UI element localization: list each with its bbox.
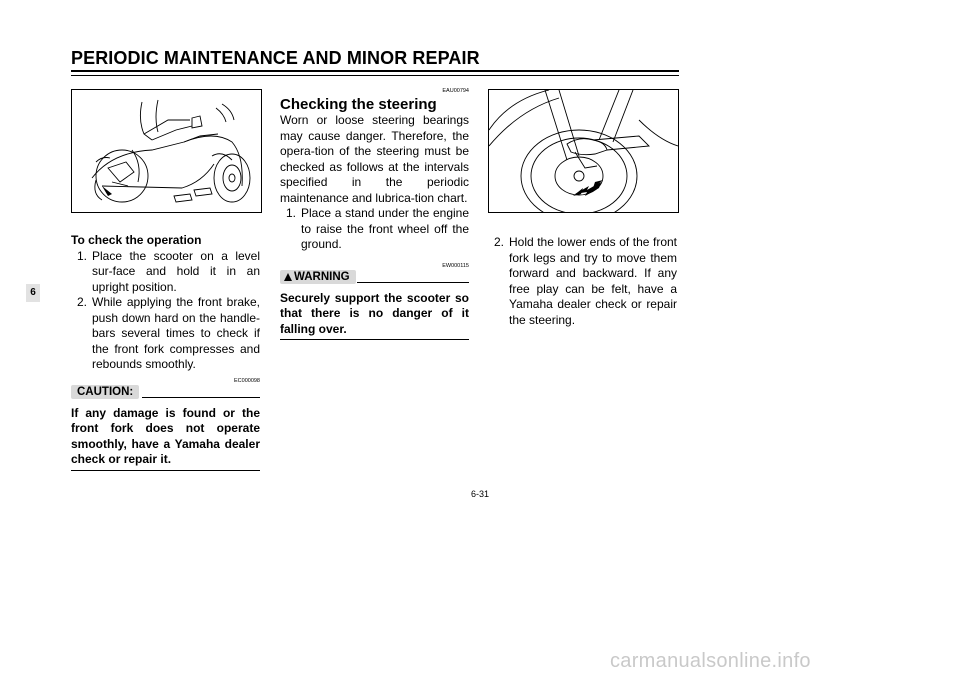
step-text: Place the scooter on a level sur-face and hold it in an upright position.: [92, 248, 260, 294]
warning-triangle-icon: [284, 273, 292, 281]
warning-text: Securely support the scooter so that there is no danger of it falling over.: [280, 290, 469, 336]
chapter-tab: 6: [26, 284, 40, 302]
step-number: 1.: [77, 248, 88, 263]
caution-end-rule: [71, 470, 260, 471]
left-column: [71, 233, 260, 471]
list-item: [488, 235, 677, 328]
warning-header: [280, 269, 469, 285]
caution-code: EC000098: [234, 377, 260, 384]
fork-check-heading: To check the operation: [71, 233, 202, 247]
page-title: PERIODIC MAINTENANCE AND MINOR REPAIR: [71, 48, 480, 68]
list-item: [71, 295, 260, 373]
steering-heading: Checking the steering: [280, 96, 437, 113]
step-text: Hold the lower ends of the front fork legs and try to move them forward and backward. If any free play can be felt, have a Yamaha dealer check or repair the steering.: [509, 235, 677, 327]
watermark: carmanualsonline.info: [610, 650, 811, 672]
step-number: 1.: [286, 206, 297, 220]
right-column: [488, 235, 677, 328]
steering-code: EAU00794: [442, 88, 469, 94]
title-rule-thin: [71, 75, 679, 76]
fork-check-steps: [71, 249, 260, 373]
front-wheel-illustration: [488, 89, 679, 213]
warning-badge: [280, 270, 356, 284]
caution-text: If any damage is found or the front fork does not operate smoothly, have a Yamaha dealer check or repair it.: [71, 405, 260, 466]
step-number: 2.: [77, 295, 88, 309]
warning-end-rule: [280, 339, 469, 340]
warning-label: WARNING: [294, 270, 350, 283]
warning-code: EW000115: [442, 262, 469, 269]
warning-rule: [357, 282, 469, 283]
step-text: Place a stand under the engine to raise the front wheel off the ground.: [301, 206, 469, 251]
steering-intro: Worn or loose steering bearings may cause danger. Therefore, the opera-tion of the steering must be checked as follows at the intervals specified in the periodic maintenance and lubrica-tion chart.: [280, 113, 469, 205]
caution-rule: [142, 397, 260, 398]
middle-column: [280, 88, 469, 340]
step-text: While applying the front brake, push down hard on the handle-bars several times to check if the front fork compresses and rebounds smoothly.: [92, 295, 260, 371]
list-item: [280, 206, 469, 253]
scooter-fork-illustration: [71, 89, 262, 213]
title-rule: [71, 70, 679, 72]
caution-badge: CAUTION:: [71, 385, 139, 399]
front-wheel-drawing: [489, 90, 678, 212]
caution-header: [71, 384, 260, 400]
steering-steps: [280, 206, 469, 253]
step-number: 2.: [494, 235, 505, 249]
steering-steps-continued: [488, 235, 677, 328]
page-number: 6-31: [470, 489, 489, 499]
scooter-fork-drawing: [72, 90, 261, 212]
list-item: [71, 249, 260, 296]
